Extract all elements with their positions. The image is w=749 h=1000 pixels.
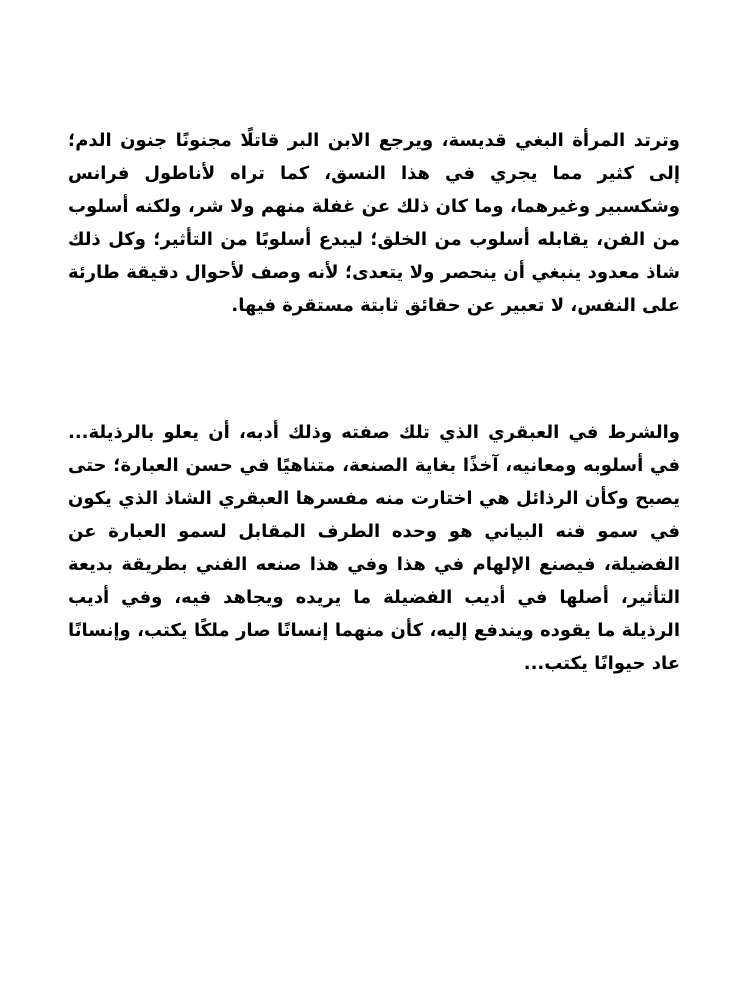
paragraph-2: والشرط في العبقري الذي تلك صفته وذلك أدبه، أن يعلو بالرذيلة... في أسلوبه ومعانيه، آخذًا بغاية الصنعة، متناهيًا في حسن العبارة؛ حتى يصبح وكأن الرذائل هي اختارت منه مفسرها العبقري الشاذ الذي يكون في سمو فنه البياني هو وحده الطرف المقابل لسمو العبارة عن الفضيلة، فيصنع الإلهام في هذا وفي هذا صنعه الفني بطريقة بديعة التأثير، أصلها في أديب الفضيلة ما يريده ويجاهد فيه، وفي أديب الرذيلة ما يقوده ويندفع إليه، كأن منهما إنسانًا صار ملكًا يكتب، وإنسانًا عاد حيوانًا يكتب... <box>68 422 680 674</box>
paragraph-1: وترتد المرأة البغي قديسة، ويرجع الابن البر قاتلًا مجنونًا جنون الدم؛ إلى كثير مما يجري في هذا النسق، كما تراه لأناطول فرانس وشكسبير وغيرهما، وما كان ذلك عن غفلة منهم ولا شر، ولكنه أسلوب من الفن، يقابله أسلوب من الخلق؛ ليبدع أسلوبًا من التأثير؛ وكل ذلك شاذ معدود ينبغي أن ينحصر ولا يتعدى؛ لأنه وصف لأحوال دقيقة طارئة على النفس، لا تعبير عن حقائق ثابتة مستقرة فيها. <box>68 130 680 316</box>
